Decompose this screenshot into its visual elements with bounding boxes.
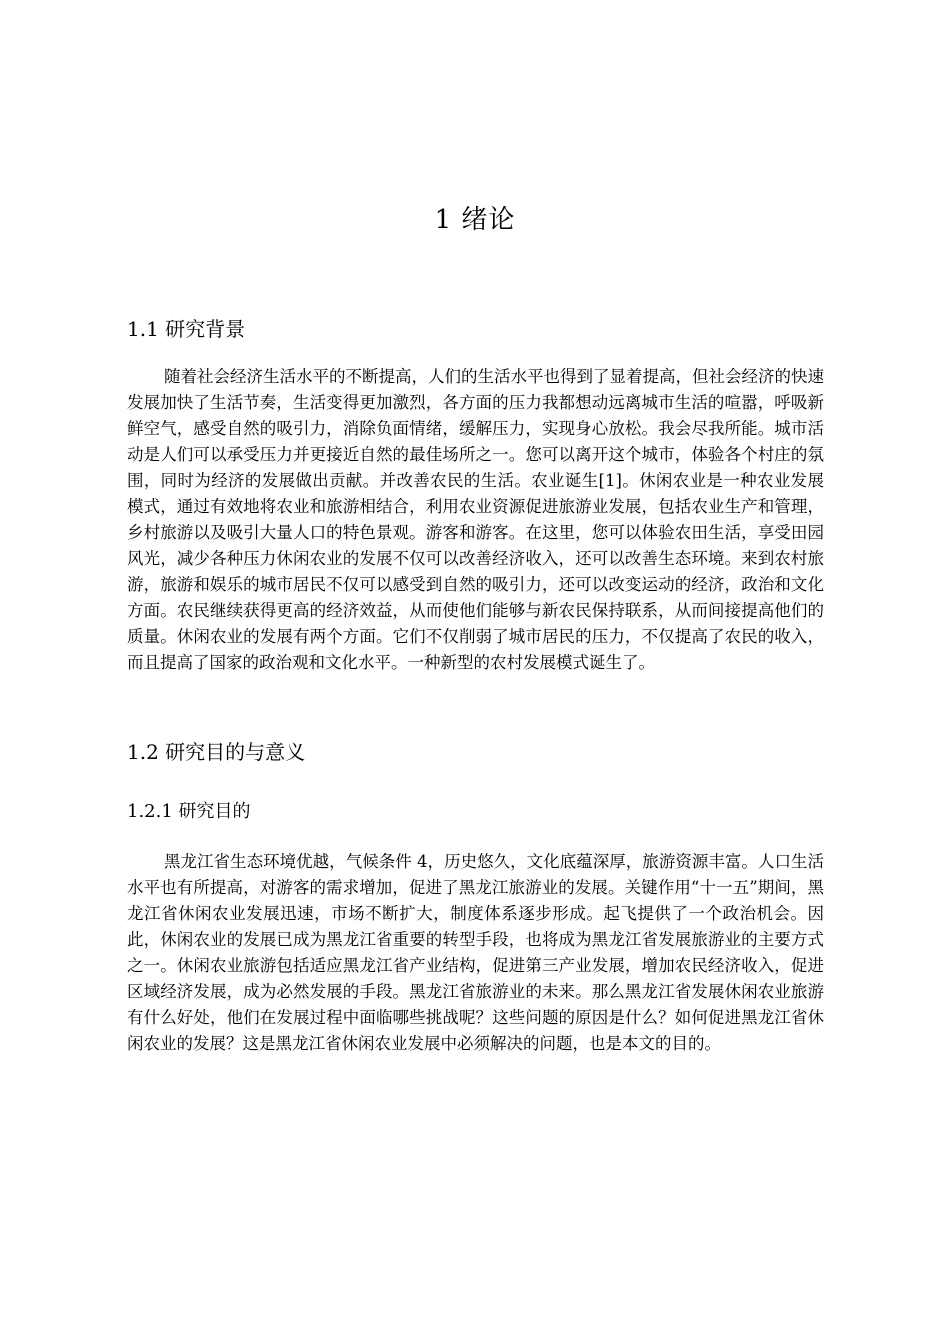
- section-title-research-background: 1.1 研究背景: [127, 317, 246, 341]
- paragraph-research-purpose: 黑龙江省生态环境优越，气候条件 4，历史悠久，文化底蕴深厚，旅游资源丰富。人口生活水平也有所提高，对游客的需求增加，促进了黑龙江旅游业的发展。关键作用“十一五”期间，黑龙江省休闲农业发展迅速，市场不断扩大，制度体系逐步形成。起飞提供了一个政治机会。因此，休闲农业的发展已成为黑龙江省重要的转型手段，也将成为黑龙江省发展旅游业的主要方式之一。休闲农业旅游包括适应黑龙江省产业结构，促进第三产业发展，增加农民经济收入，促进区域经济发展，成为必然发展的手段。黑龙江省旅游业的未来。那么黑龙江省发展休闲农业旅游有什么好处，他们在发展过程中面临哪些挑战呢？这些问题的原因是什么？如何促进黑龙江省休闲农业的发展？这是黑龙江省休闲农业发展中必须解决的问题，也是本文的目的。: [127, 852, 824, 1053]
- chapter-title: 1 绪论: [434, 205, 516, 235]
- subsection-title-research-purpose: 1.2.1 研究目的: [127, 801, 251, 822]
- paragraph-research-background: 随着社会经济生活水平的不断提高，人们的生活水平也得到了显着提高，但社会经济的快速发展加快了生活节奏，生活变得更加激烈，各方面的压力我都想动远离城市生活的喧嚣，呼吸新鲜空气，感受自然的吸引力，消除负面情绪，缓解压力，实现身心放松。我会尽我所能。城市活动是人们可以承受压力并更接近自然的最佳场所之一。您可以离开这个城市，体验各个村庄的氛围，同时为经济的发展做出贡献。并改善农民的生活。农业诞生[1]。休闲农业是一种农业发展模式，通过有效地将农业和旅游相结合，利用农业资源促进旅游业发展，包括农业生产和管理，乡村旅游以及吸引大量人口的特色景观。游客和游客。在这里，您可以体验农田生活，享受田园风光，减少各种压力休闲农业的发展不仅可以改善经济收入，还可以改善生态环境。来到农村旅游，旅游和娱乐的城市居民不仅可以感受到自然的吸引力，还可以改变运动的经济，政治和文化方面。农民继续获得更高的经济效益，从而使他们能够与新农民保持联系，从而间接提高他们的质量。休闲农业的发展有两个方面。它们不仅削弱了城市居民的压力，不仅提高了农民的收入，而且提高了国家的政治观和文化水平。一种新型的农村发展模式诞生了。: [127, 367, 824, 672]
- section-title-research-purpose-significance: 1.2 研究目的与意义: [127, 740, 306, 764]
